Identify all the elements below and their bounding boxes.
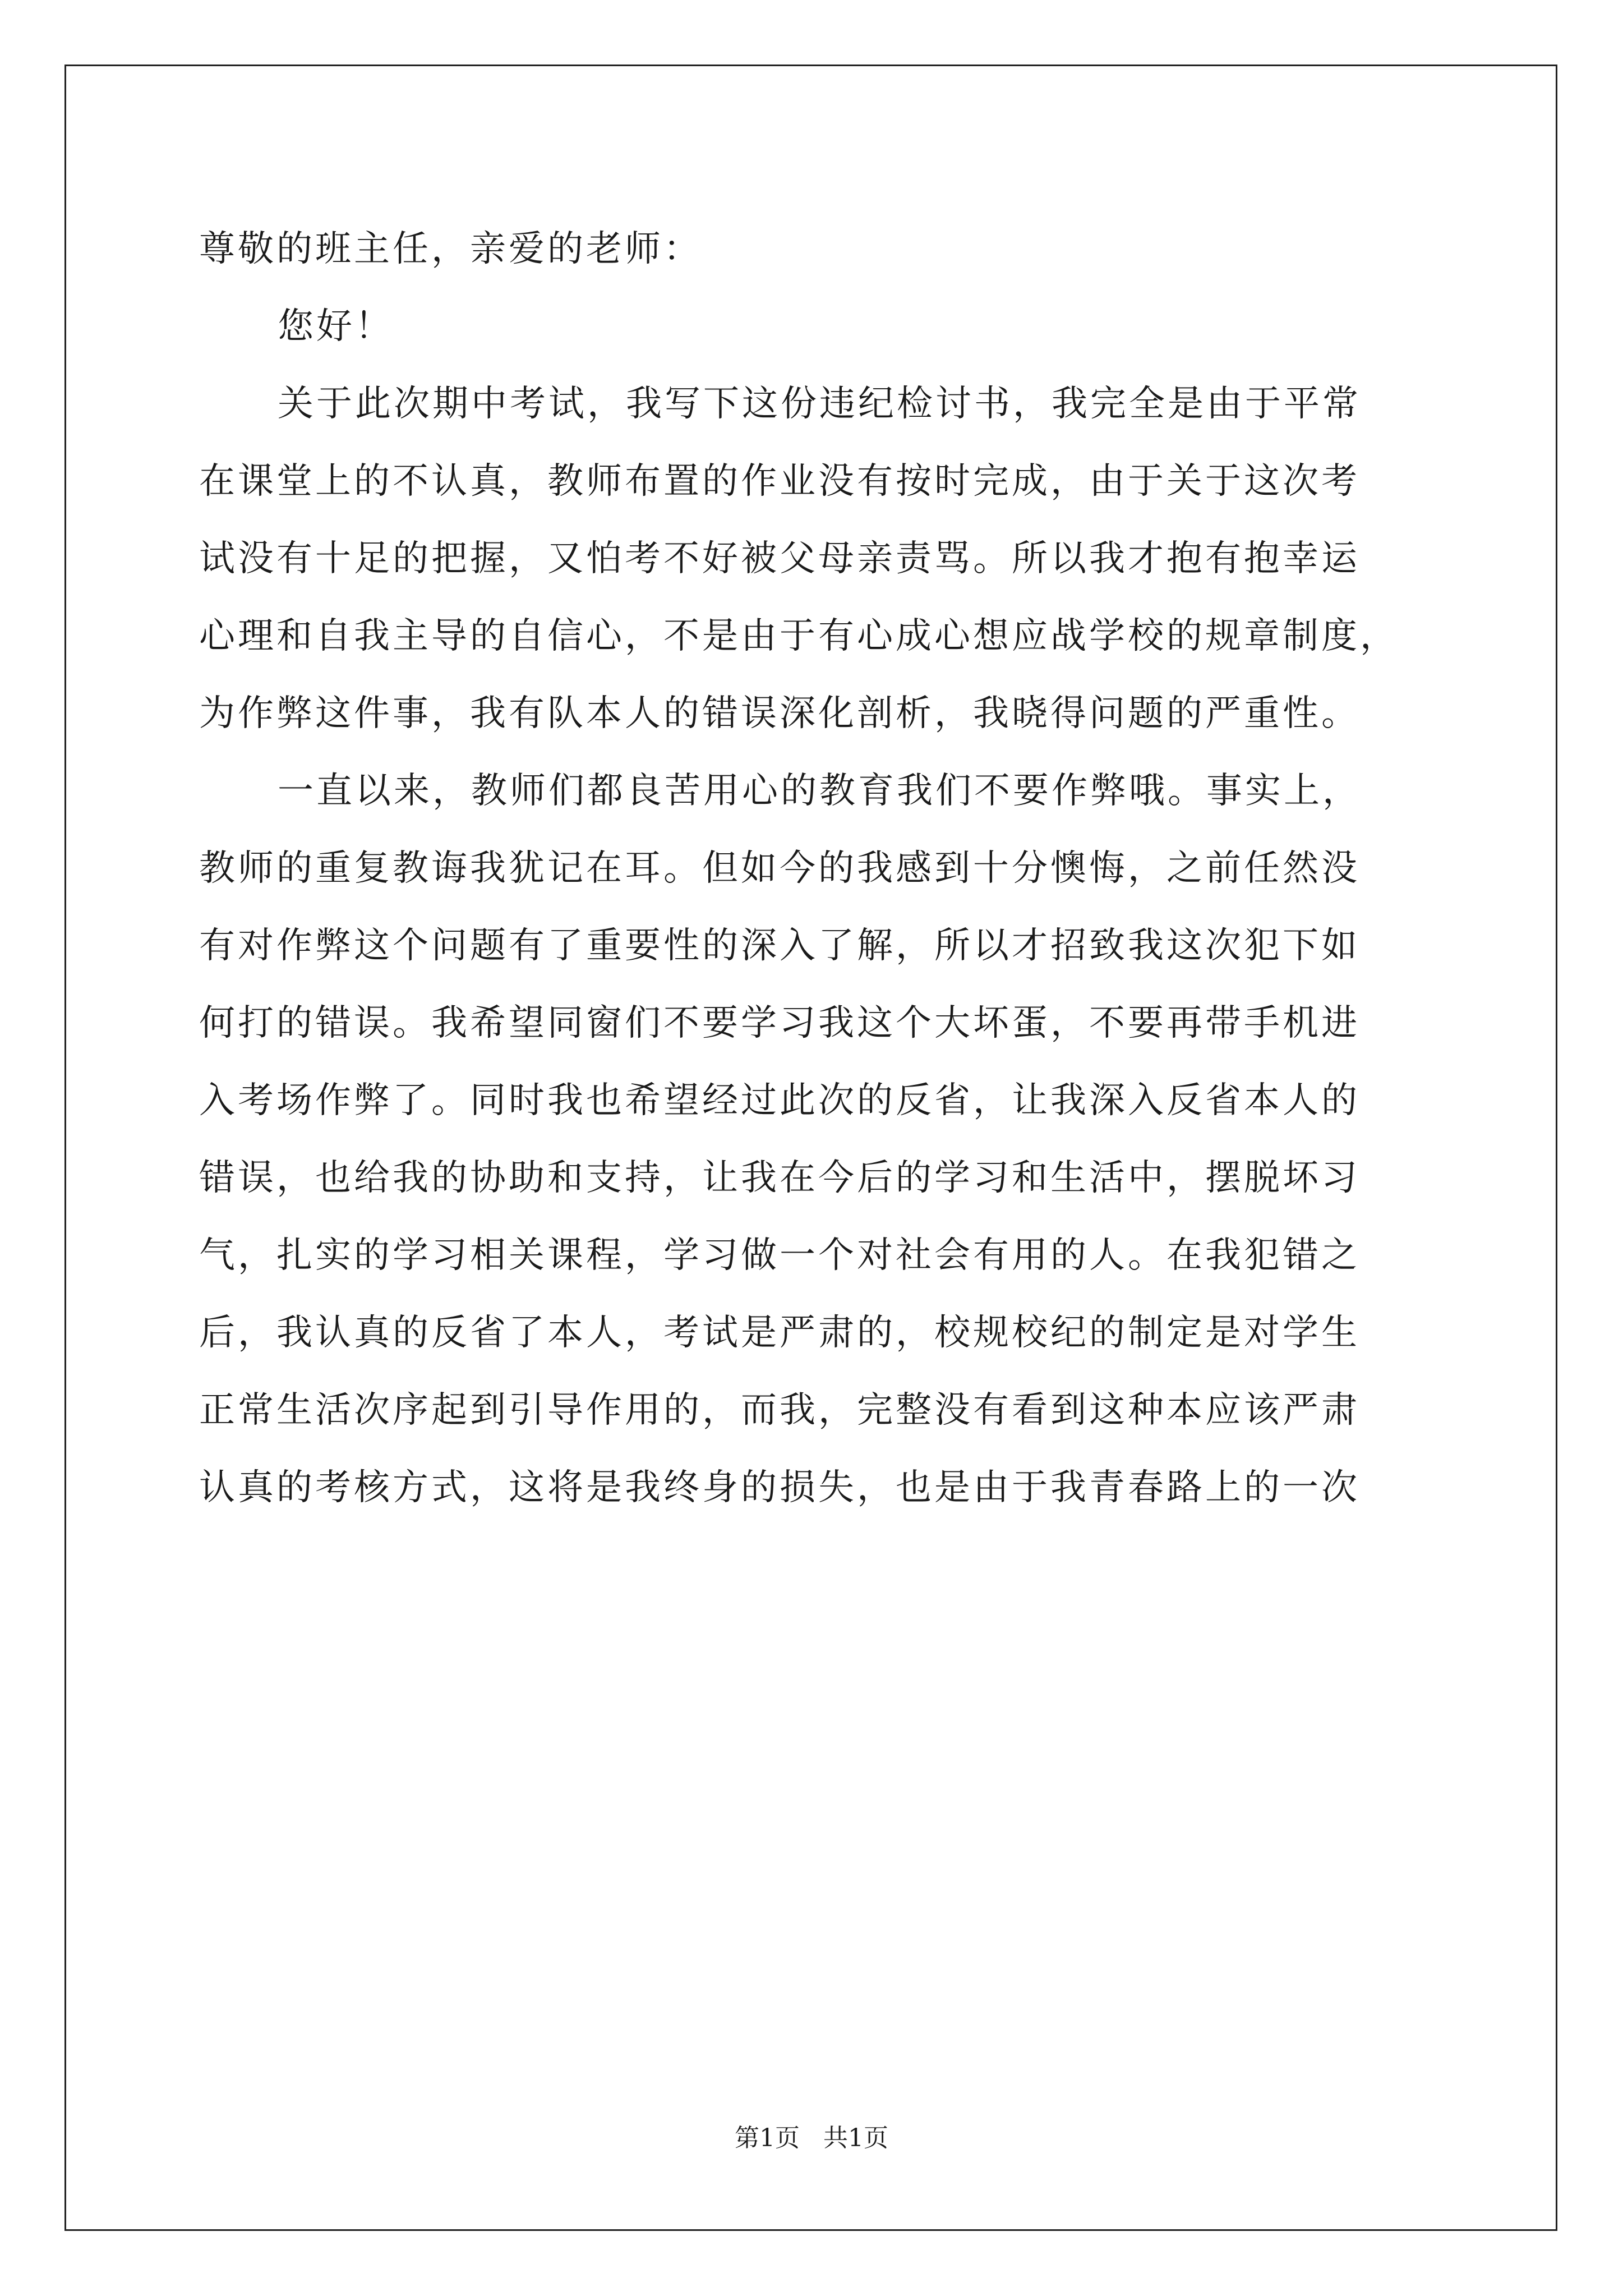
page-footer: 第1页 共1页 bbox=[735, 2124, 888, 2152]
paragraph-2-line-1: 一直以来，教师们都良苦用心的教育我们不要作弊哦。事实上， bbox=[278, 770, 1361, 812]
paragraph-2-line-6: 错误，也给我的协助和支持，让我在今后的学习和生活中，摆脱坏习 bbox=[199, 1157, 1360, 1199]
paragraph-1-line-2: 在课堂上的不认真，教师布置的作业没有按时完成，由于关于这次考 bbox=[199, 461, 1360, 502]
greeting: 您好！ bbox=[278, 306, 394, 347]
paragraph-2-line-2: 教师的重复教诲我犹记在耳。但如今的我感到十分懊悔，之前任然没 bbox=[199, 848, 1360, 889]
paragraph-1-line-5: 为作弊这件事，我有队本人的错误深化剖析，我晓得问题的严重性。 bbox=[199, 693, 1360, 734]
paragraph-1-line-3: 试没有十足的把握，又怕考不好被父母亲责骂。所以我才抱有抱幸运 bbox=[199, 538, 1360, 579]
document-body bbox=[199, 210, 1433, 1526]
paragraph-2-line-10: 认真的考核方式，这将是我终身的损失，也是由于我青春路上的一次 bbox=[199, 1467, 1360, 1508]
paragraph-2-line-7: 气，扎实的学习相关课程，学习做一个对社会有用的人。在我犯错之 bbox=[199, 1235, 1360, 1276]
paragraph-1-line-4: 心理和自我主导的自信心，不是由于有心成心想应战学校的规章制度， bbox=[199, 615, 1399, 657]
paragraph-2-line-9: 正常生活次序起到引导作用的，而我，完整没有看到这种本应该严肃 bbox=[199, 1389, 1360, 1431]
paragraph-1-line-1: 关于此次期中考试，我写下这份违纪检讨书，我完全是由于平常 bbox=[278, 383, 1361, 425]
paragraph-2-line-4: 何打的错误。我希望同窗们不要学习我这个大坏蛋，不要再带手机进 bbox=[199, 1002, 1360, 1044]
paragraph-2-line-3: 有对作弊这个问题有了重要性的深入了解，所以才招致我这次犯下如 bbox=[199, 925, 1360, 967]
paragraph-2-line-5: 入考场作弊了。同时我也希望经过此次的反省，让我深入反省本人的 bbox=[199, 1080, 1360, 1121]
salutation: 尊敬的班主任，亲爱的老师： bbox=[199, 228, 702, 270]
paragraph-2-line-8: 后，我认真的反省了本人，考试是严肃的，校规校纪的制定是对学生 bbox=[199, 1312, 1360, 1354]
